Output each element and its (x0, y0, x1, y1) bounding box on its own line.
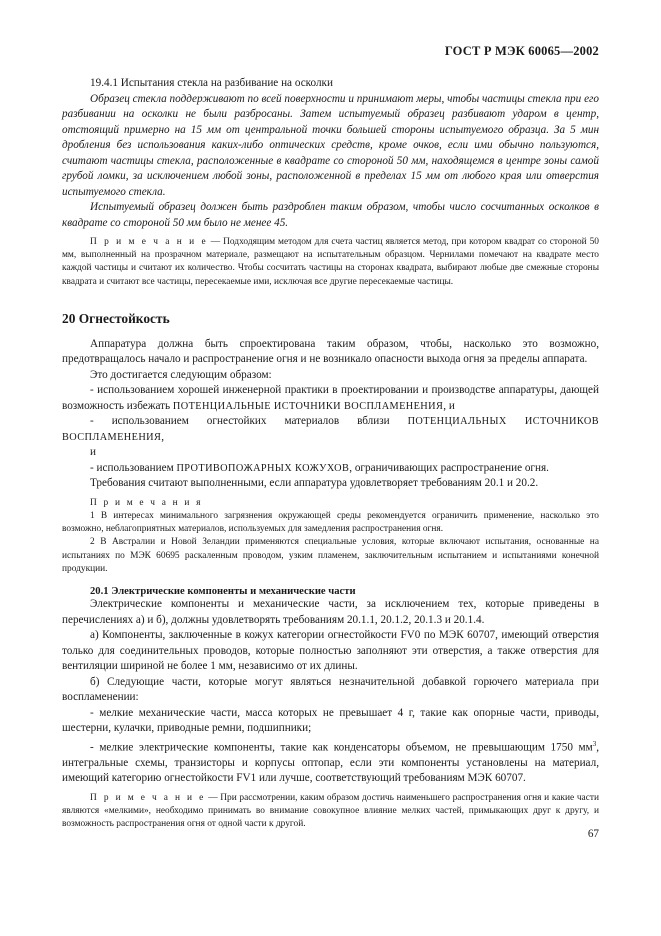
paragraph-apparatus-design: Аппаратура должна быть спроектирована таким образом, чтобы, насколько это возможно, предотвращалось начало и распространение огня и не возникало опасности выхода огня за пределы аппарата. (62, 337, 599, 366)
note-text: — Подходящим методом для счета частиц является метод, при котором квадрат со стороной 50 мм, выполненный на прозрачном материале, размещают на испытательным образцом. Чернилами помечают на квадрате место каждой частицы и считают их количество. Чтобы сосчитать частицы на сторонах квадрата, выбирают любые две смежные стороны квадрата и считают все частицы, пересекаемые ими, исключая все другие пересекаемые частицы. (62, 237, 599, 287)
bullet-fire-resistant-materials (62, 414, 599, 445)
note-1: 1 В интересах минимального загрязнения окружающей среды рекомендуется ограничить применение, насколько это возможно, неблагоприятных материалов, используемых для замедления распространения огня. (62, 511, 599, 535)
bullet-text-end: , (161, 430, 165, 443)
page-content (62, 76, 599, 831)
paragraph-test-procedure: Образец стекла поддерживают по всей поверхности и принимают меры, чтобы частицы стекла при его разбивании на осколки не были разбросаны. Затем испытуемый образец разбивают ударом в центр, отстоящий примерно на 15 мм от центральной точки большей стороны испытуемого образца. За 5 мин дробления без использования каких-либо оптических средств, кроме очков, если ими обычно пользуются, считают частицы стекла, расположенные в квадрате со стороной 50 мм, находящемся в центре зоны самой грубой ломки, за исключением любой зоны, расположенной в пределах 15 мм от любого края или отверстия испытуемого стекла. (62, 92, 599, 198)
term-fire-enclosures: ПРОТИВОПОЖАРНЫХ КОЖУХОВ (176, 462, 350, 474)
dash-small-mechanical-parts: - мелкие механические части, масса которых не превышает 4 г, такие как опорные части, приводы, шестерни, кулачки, приводные ремни, подшипники; (62, 706, 599, 735)
note-label: П р и м е ч а н и е (90, 237, 208, 247)
paragraph-test-requirement: Испытуемый образец должен быть раздроблен таким образом, чтобы число сосчитанных осколков в квадрате со стороной 50 мм было не менее 45. (62, 201, 599, 229)
term-ignition-sources: ПОТЕНЦИАЛЬНЫЕ ИСТОЧНИКИ ВОСПЛАМЕНЕНИЯ (172, 400, 444, 412)
note-counting-method (62, 236, 599, 289)
bullet-text: - использованием огнестойких материалов вблизи (90, 415, 408, 428)
item-a-enclosed-components: а) Компоненты, заключенные в кожух категории огнестойкости FV0 по МЭК 60707, имеющий отверстия только для соединительных проводов, которые полностью заполняют эти отверстия, а также отверстия для вентиляции шириной не более 1 мм, независимо от их длины. (62, 629, 599, 673)
conjunction-and: и (90, 446, 96, 459)
bullet-text-end: , и (443, 399, 455, 412)
notes-label: П р и м е ч а н и я (90, 497, 203, 508)
subsection-title-19-4-1: 19.4.1 Испытания стекла на разбивание на осколки (90, 77, 333, 89)
section-heading-20: 20 Огнестойкость (62, 310, 170, 326)
dash-small-electrical-components (62, 737, 599, 787)
paragraph-achieved-by: Это достигается следующим образом: (90, 368, 272, 381)
standard-header: ГОСТ Р МЭК 60065—2002 (444, 44, 599, 58)
note-label: П р и м е ч а н и е (90, 792, 206, 803)
bullet-engineering-practice (62, 383, 599, 414)
note-text: — При рассмотрении, каким образом достичь наименьшего распространения огня и какие части являются «мелкими», необходимо принимать во внимание совокупное влияние мелких частей, примыкающих друг к другу, и возможность распространения огня от одной части к другой. (62, 792, 599, 830)
section-heading-20-1: 20.1 Электрические компоненты и механические части (90, 586, 356, 598)
page-number: 67 (587, 828, 599, 840)
bullet-text-end: , ограничивающих распространение огня. (349, 461, 549, 474)
superscript-cubic: 3 (592, 739, 597, 748)
dash-text-end: , интегральные схемы, транзисторы и корпусы оптопар, если эти компоненты установлены на материал, имеющий категорию огнестойкости FV1 или лучше, соответствующий требованиям МЭК 60707. (62, 741, 599, 785)
term-ignition-sources-gen: ПОТЕНЦИАЛЬНЫХ ИСТОЧНИКОВ ВОСПЛАМЕНЕНИЯ (62, 416, 599, 443)
paragraph-requirements-met: Требования считают выполненными, если аппаратура удовлетворяет требованиям 20.1 и 20.2. (90, 477, 539, 490)
paragraph-components-requirements: Электрические компоненты и механические части, за исключением тех, которые приведены в перечислениях а) и б), должны удовлетворять требованиям 20.1.1, 20.1.2, 20.1.3 и 20.1.4. (62, 598, 599, 626)
note-small-parts (62, 792, 599, 832)
bullet-fire-enclosures (62, 461, 599, 477)
bullet-text: - использованием хорошей инженерной практики в проектировании и производстве аппаратуры, дающей возможность избежать (62, 384, 599, 412)
item-b-following-parts: б) Следующие части, которые могут являться незначительной добавкой горючего материала при воспламенении: (62, 675, 599, 704)
dash-text: - мелкие электрические компоненты, такие как конденсаторы объемом, не превышающим 1750 мм (90, 741, 593, 754)
bullet-text: - использованием (90, 461, 177, 474)
note-2: 2 В Австралии и Новой Зеландии применяются специальные условия, которые включают испытания, основанные на испытаниях по МЭК 60695 раскаленным проводом, узким пламенем, заключительным испытанием и испытаниями конечной продукции. (62, 537, 599, 574)
